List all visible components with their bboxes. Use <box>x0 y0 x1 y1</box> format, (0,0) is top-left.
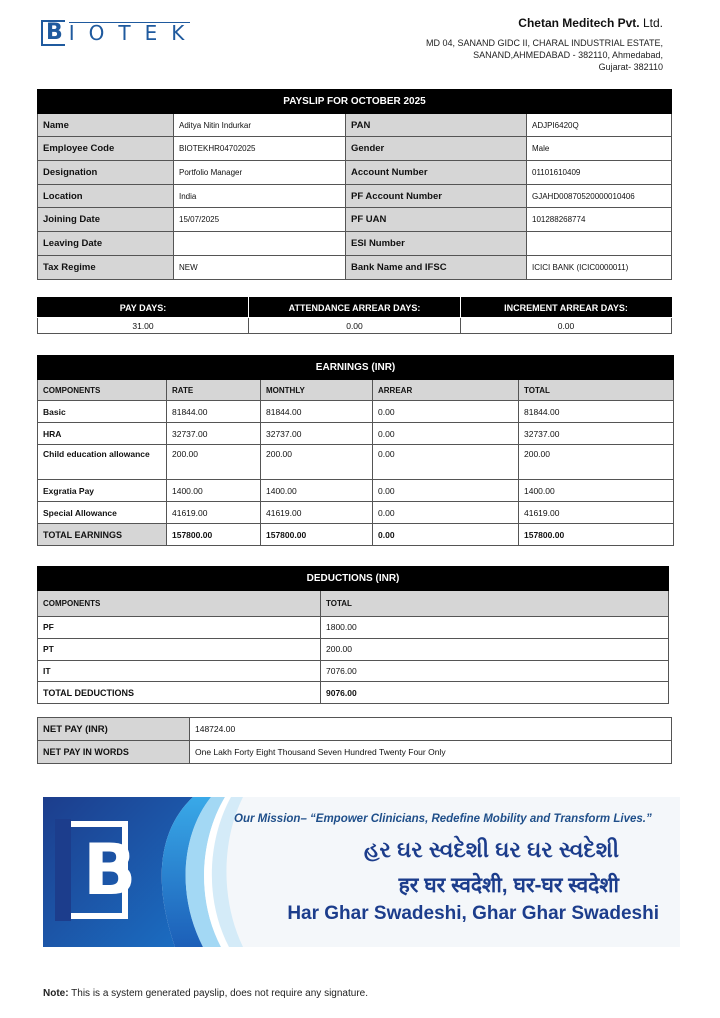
earnings-header-cell: RATE <box>167 380 261 401</box>
deductions-header-cell: COMPONENTS <box>38 591 321 617</box>
logo-text: IOTEK <box>68 21 199 45</box>
employee-value: GJAHD00870520000010406 <box>527 184 672 208</box>
employee-label: Designation <box>38 161 174 185</box>
banner-english-line: Har Ghar Swadeshi, Ghar Ghar Swadeshi <box>287 903 659 924</box>
earnings-value: 0.00 <box>373 401 519 423</box>
company-address: MD 04, SANAND GIDC II, CHARAL INDUSTRIAL ESTATE, SANAND,AHMEDABAD - 382110, Ahmedabad, Gujarat- 382110 <box>425 38 663 72</box>
employee-value: 15/07/2025 <box>174 208 346 232</box>
deductions-total-label: TOTAL DEDUCTIONS <box>38 682 321 704</box>
attendance-arrear-value: 0.00 <box>249 318 461 334</box>
employee-value: 101288268774 <box>527 208 672 232</box>
deductions-row <box>38 660 669 682</box>
earnings-value: 81844.00 <box>167 401 261 423</box>
earnings-row <box>38 480 674 502</box>
deductions-total-value: 9076.00 <box>321 682 669 704</box>
employee-row <box>38 255 672 279</box>
earnings-component: Child education allowance <box>38 445 167 480</box>
earnings-value: 200.00 <box>261 445 373 480</box>
employee-value: 01101610409 <box>527 161 672 185</box>
earnings-total-label: TOTAL EARNINGS <box>38 524 167 546</box>
earnings-header-cell: MONTHLY <box>261 380 373 401</box>
employee-row <box>38 184 672 208</box>
increment-arrear-label: INCREMENT ARREAR DAYS: <box>461 298 672 318</box>
employee-value: Male <box>527 137 672 161</box>
employee-label: Account Number <box>346 161 527 185</box>
earnings-total-value: 0.00 <box>373 524 519 546</box>
employee-value: Aditya Nitin Indurkar <box>174 113 346 137</box>
earnings-header-cell: ARREAR <box>373 380 519 401</box>
banner-mission: Our Mission– “Empower Clinicians, Redefine Mobility and Transform Lives.” <box>234 813 652 825</box>
deductions-component: PT <box>38 638 321 660</box>
employee-label: Employee Code <box>38 137 174 161</box>
employee-label: Bank Name and IFSC <box>346 255 527 279</box>
earnings-value: 1400.00 <box>519 480 674 502</box>
increment-arrear-value: 0.00 <box>461 318 672 334</box>
earnings-value: 0.00 <box>373 445 519 480</box>
earnings-value: 32737.00 <box>167 423 261 445</box>
earnings-component: Exgratia Pay <box>38 480 167 502</box>
earnings-value: 0.00 <box>373 480 519 502</box>
deductions-row <box>38 638 669 660</box>
earnings-value: 1400.00 <box>167 480 261 502</box>
earnings-value: 0.00 <box>373 502 519 524</box>
employee-label: Joining Date <box>38 208 174 232</box>
banner-hindi-line: हर घर स्वदेशी, घर-घर स्वदेशी <box>398 874 619 897</box>
employee-value <box>174 232 346 256</box>
employee-value: Portfolio Manager <box>174 161 346 185</box>
employee-value: ICICI BANK (ICIC0000011) <box>527 255 672 279</box>
earnings-row <box>38 502 674 524</box>
earnings-header-row <box>38 380 674 401</box>
net-pay-words-label: NET PAY IN WORDS <box>38 741 190 764</box>
employee-label: PF UAN <box>346 208 527 232</box>
deductions-header-cell: TOTAL <box>321 591 669 617</box>
banner-logo-letter: B <box>83 829 137 911</box>
earnings-total-value: 157800.00 <box>261 524 373 546</box>
earnings-row <box>38 401 674 423</box>
earnings-total-row <box>38 524 674 546</box>
earnings-value: 41619.00 <box>519 502 674 524</box>
deductions-table <box>37 566 669 704</box>
employee-value <box>527 232 672 256</box>
earnings-value: 81844.00 <box>261 401 373 423</box>
earnings-row <box>38 423 674 445</box>
employee-row <box>38 113 672 137</box>
deductions-header-row <box>38 591 669 617</box>
earnings-header-cell: COMPONENTS <box>38 380 167 401</box>
logo-letter: B <box>41 20 65 46</box>
net-pay-label: NET PAY (INR) <box>38 718 190 741</box>
employee-row <box>38 137 672 161</box>
earnings-value: 200.00 <box>167 445 261 480</box>
earnings-header-cell: TOTAL <box>519 380 674 401</box>
payslip-title: PAYSLIP FOR OCTOBER 2025 <box>38 90 672 114</box>
earnings-total-value: 157800.00 <box>167 524 261 546</box>
earnings-value: 81844.00 <box>519 401 674 423</box>
deductions-component: IT <box>38 660 321 682</box>
earnings-title: EARNINGS (INR) <box>38 356 674 380</box>
biotek-logo <box>41 20 198 46</box>
deductions-title: DEDUCTIONS (INR) <box>38 567 669 591</box>
employee-value: NEW <box>174 255 346 279</box>
net-pay-words-value: One Lakh Forty Eight Thousand Seven Hundred Twenty Four Only <box>190 741 672 764</box>
earnings-value: 41619.00 <box>261 502 373 524</box>
employee-label: Location <box>38 184 174 208</box>
employee-value: ADJPI6420Q <box>527 113 672 137</box>
footer-note: Note: This is a system generated payslip, does not require any signature. <box>43 988 368 999</box>
employee-label: Gender <box>346 137 527 161</box>
days-table <box>37 297 672 334</box>
employee-label: Leaving Date <box>38 232 174 256</box>
employee-value: BIOTEKHR04702025 <box>174 137 346 161</box>
employee-label: ESI Number <box>346 232 527 256</box>
pay-days-value: 31.00 <box>38 318 249 334</box>
employee-label: Name <box>38 113 174 137</box>
employee-row <box>38 161 672 185</box>
earnings-value: 32737.00 <box>261 423 373 445</box>
attendance-arrear-label: ATTENDANCE ARREAR DAYS: <box>249 298 461 318</box>
deductions-total-row <box>38 682 669 704</box>
net-pay-value: 148724.00 <box>190 718 672 741</box>
earnings-value: 41619.00 <box>167 502 261 524</box>
earnings-table <box>37 355 674 546</box>
net-pay-table <box>37 717 672 764</box>
employee-label: Tax Regime <box>38 255 174 279</box>
deductions-value: 1800.00 <box>321 617 669 639</box>
earnings-value: 200.00 <box>519 445 674 480</box>
company-name: Chetan Meditech Pvt. Ltd. <box>518 16 663 30</box>
earnings-component: Special Allowance <box>38 502 167 524</box>
swadeshi-banner <box>43 797 680 947</box>
deductions-component: PF <box>38 617 321 639</box>
earnings-component: HRA <box>38 423 167 445</box>
pay-days-label: PAY DAYS: <box>38 298 249 318</box>
earnings-component: Basic <box>38 401 167 423</box>
earnings-value: 32737.00 <box>519 423 674 445</box>
earnings-total-value: 157800.00 <box>519 524 674 546</box>
employee-row <box>38 232 672 256</box>
employee-value: India <box>174 184 346 208</box>
deductions-value: 200.00 <box>321 638 669 660</box>
employee-label: PAN <box>346 113 527 137</box>
earnings-value: 1400.00 <box>261 480 373 502</box>
earnings-row <box>38 445 674 480</box>
deductions-row <box>38 617 669 639</box>
employee-details-table <box>37 89 672 280</box>
company-block <box>343 16 663 73</box>
employee-label: PF Account Number <box>346 184 527 208</box>
banner-gujarati-line: હર ઘર સ્વદેશી ઘર ઘર સ્વદેશી <box>363 837 619 862</box>
employee-row <box>38 208 672 232</box>
deductions-value: 7076.00 <box>321 660 669 682</box>
earnings-value: 0.00 <box>373 423 519 445</box>
